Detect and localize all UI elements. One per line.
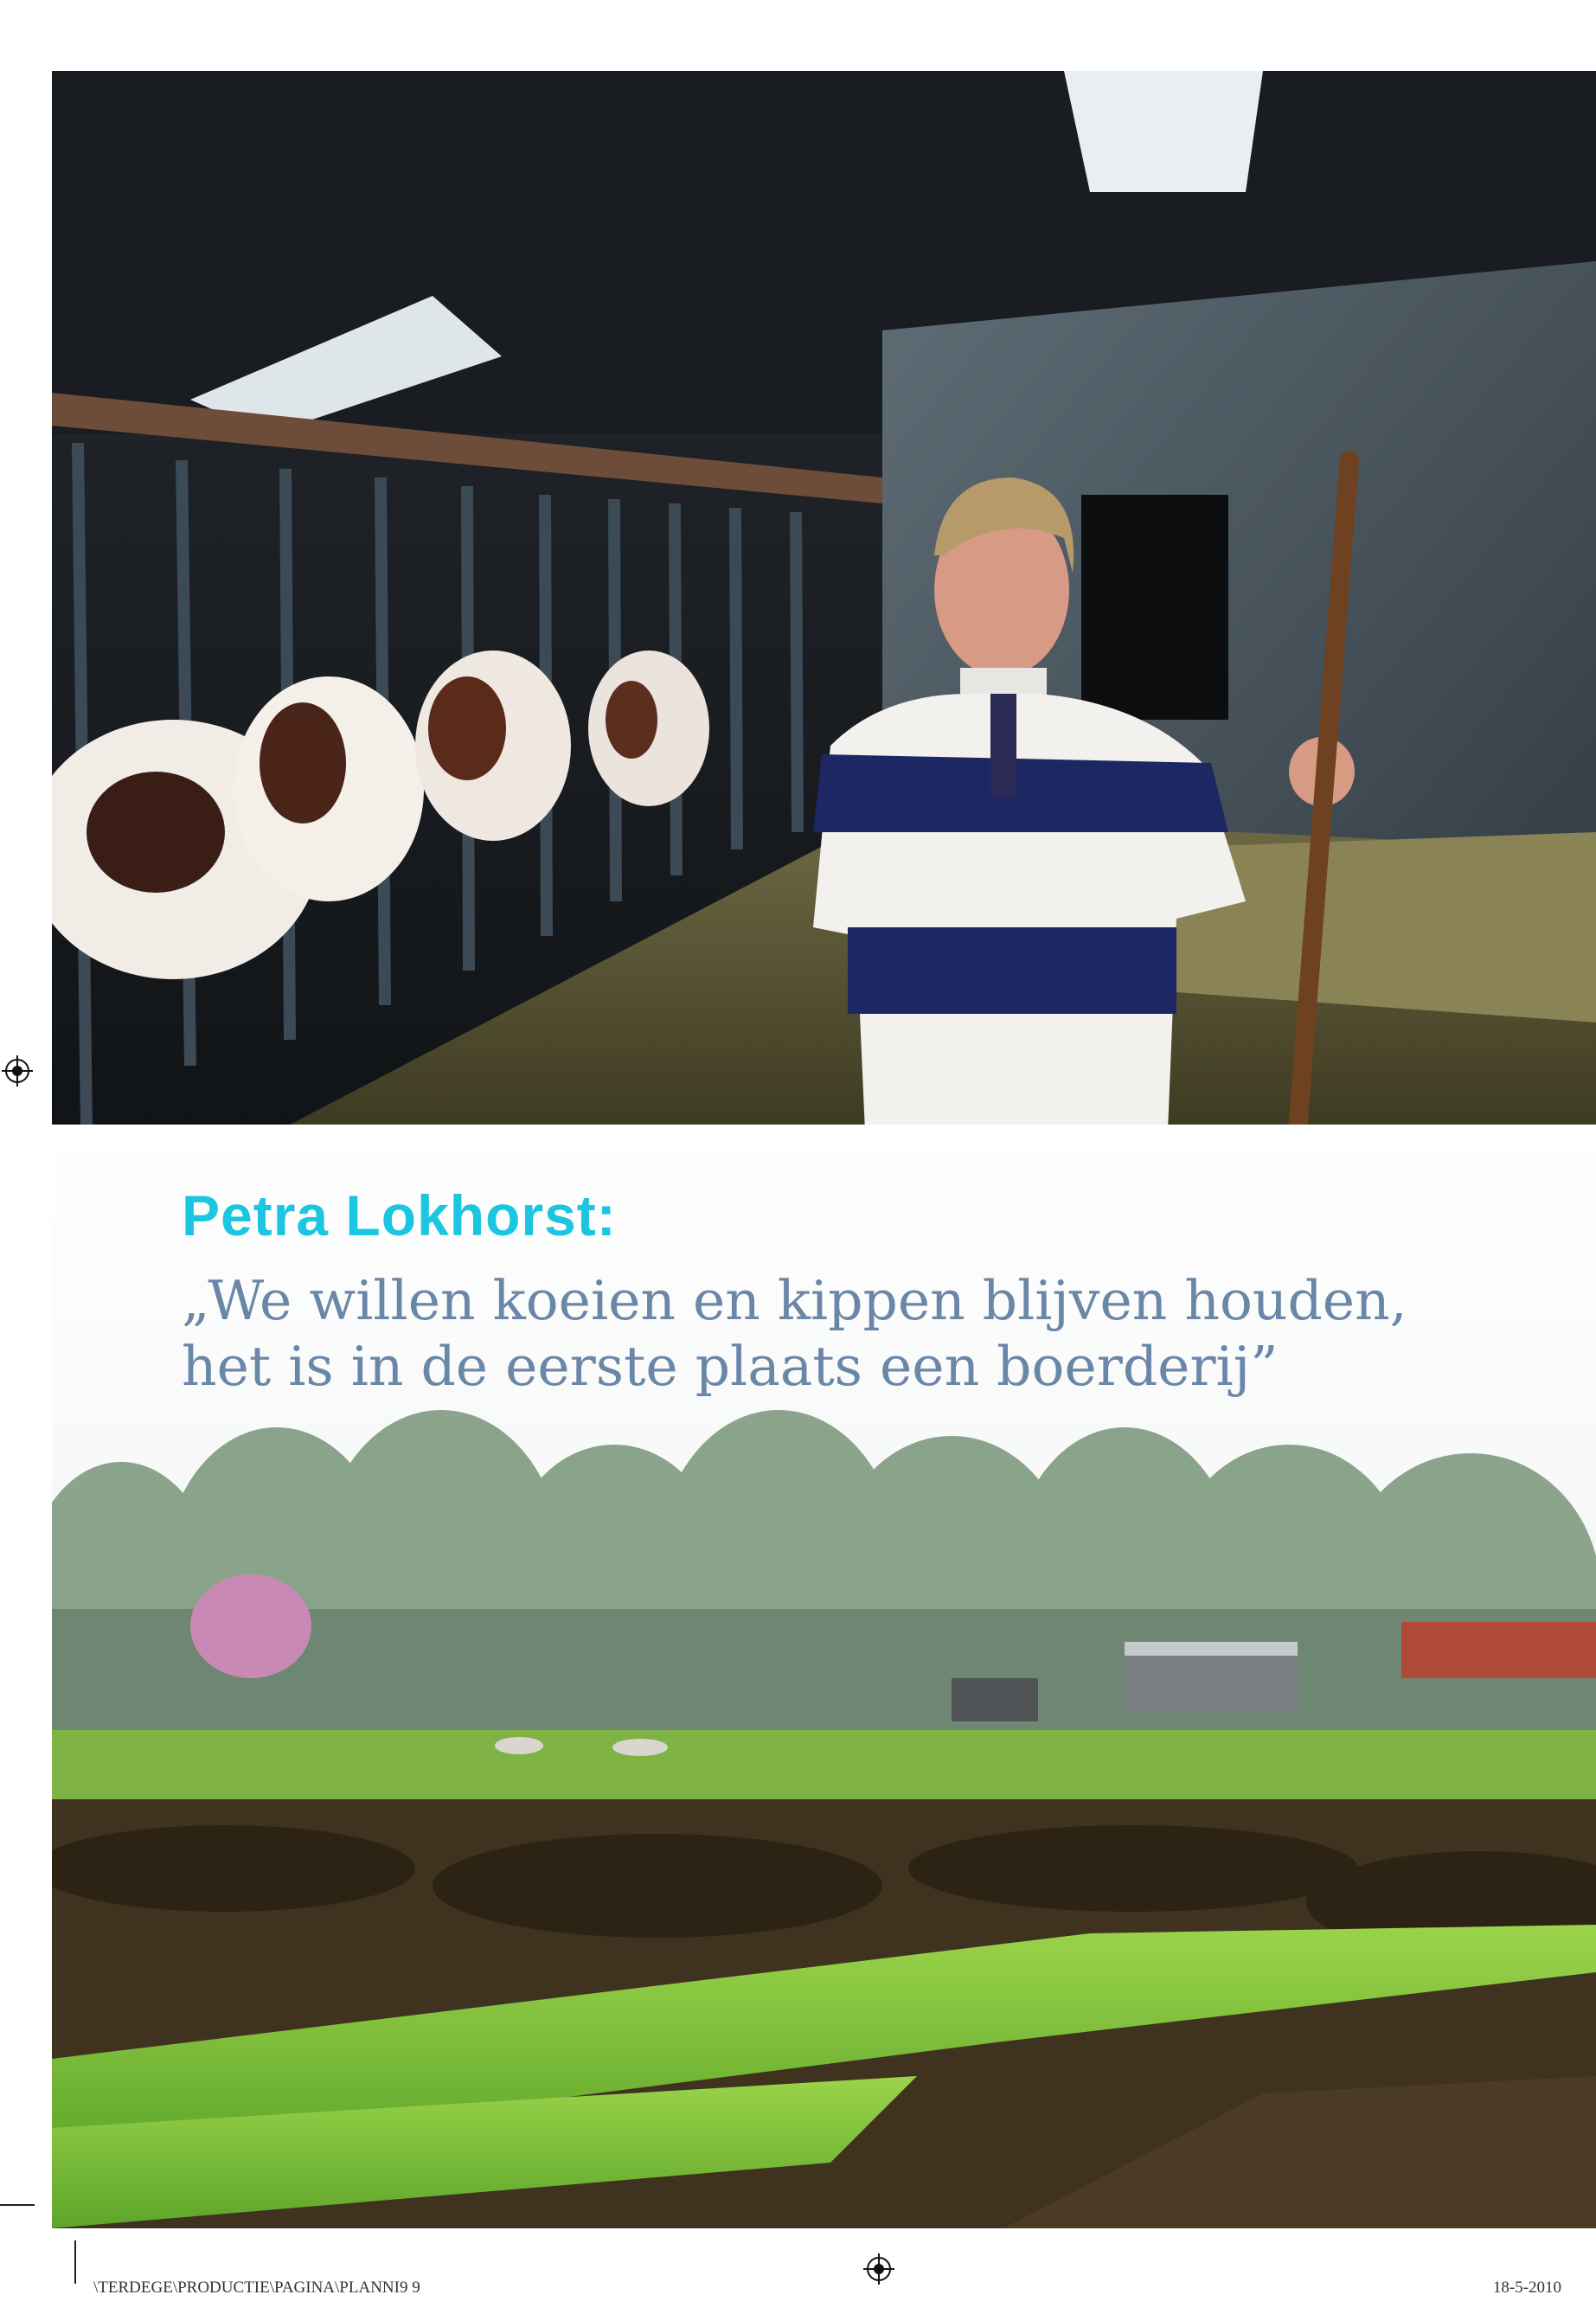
quote-line-1: „We willen koeien en kippen blijven houden, bbox=[182, 1269, 1407, 1332]
person-name: Petra Lokhorst: bbox=[182, 1183, 617, 1247]
barn-photo bbox=[52, 71, 1596, 1131]
slug-path: \TERDEGE\PRODUCTIE\PAGINA\PLANNI9 9 bbox=[93, 2279, 420, 2297]
pull-quote bbox=[182, 1268, 1479, 1399]
headline-block bbox=[182, 1183, 1479, 1399]
slug-date: 18-5-2010 bbox=[1492, 2279, 1561, 2297]
registration-mark-icon bbox=[863, 2253, 894, 2285]
quote-line-2: het is in de eerste plaats een boerderij” bbox=[182, 1334, 1279, 1398]
crop-mark bbox=[0, 2204, 35, 2206]
crop-mark bbox=[74, 2240, 76, 2284]
registration-mark-icon bbox=[2, 1055, 33, 1086]
